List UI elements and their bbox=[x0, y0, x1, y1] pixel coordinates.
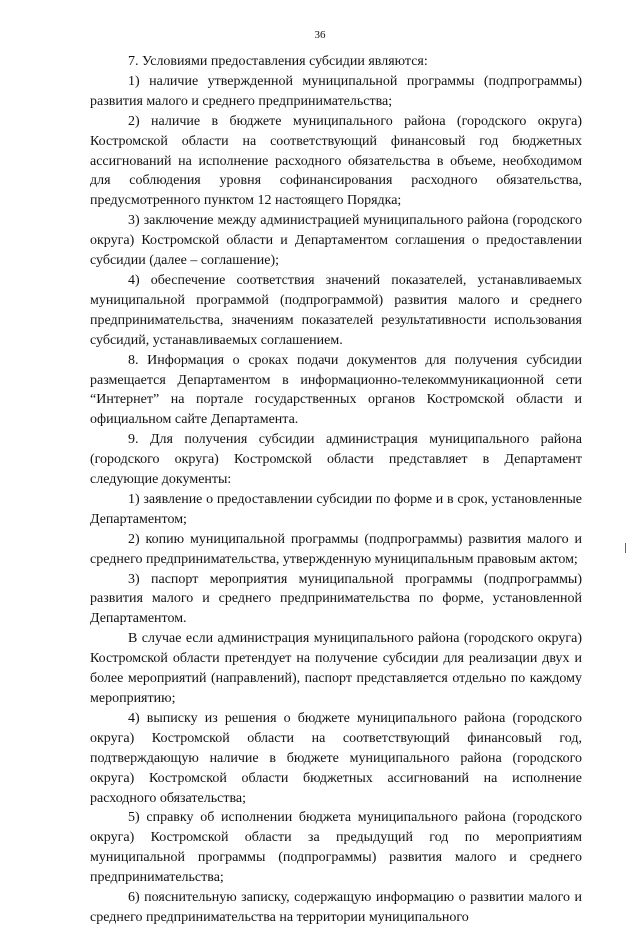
paragraph-7-item-2: 2) наличие в бюджете муниципального района (городского округа) Костромской области на соответствующий финансовый год бюджетных ассигнований на исполнение расходного обязательства в объеме, необходимом для соблюдения уровня софинансирования расходного обязательства, предусмотренного пунктом 12 настоящего Порядка; bbox=[90, 113, 582, 209]
document-body bbox=[90, 52, 582, 928]
paragraph-8: 8. Информация о сроках подачи документов для получения субсидии размещается Департаментом в информационно-телекоммуникационной сети “Интернет” на портале государственных органов Костромской области и официальном сайте Департамента. bbox=[90, 352, 582, 428]
margin-mark bbox=[625, 543, 626, 553]
paragraph-9-header: 9. Для получения субсидии администрация муниципального района (городского округа) Костромской области представляет в Департамент следующие документы: bbox=[90, 432, 582, 488]
paragraph-9-note: В случае если администрация муниципального района (городского округа) Костромской области претендует на получение субсидии для реализации двух и более мероприятий (направлений), паспорт представляется отдельно по каждому мероприятию; bbox=[90, 631, 582, 706]
paragraph-7-item-3: 3) заключение между администрацией муниципального района (городского округа) Костромской области и Департаментом соглашения о предоставлении субсидии (далее – соглашение); bbox=[90, 213, 582, 269]
paragraph-7-header: 7. Условиями предоставления субсидии являются: bbox=[128, 54, 428, 69]
paragraph-7-item-4: 4) обеспечение соответствия значений показателей, устанавливаемых муниципальной программой (подпрограммой) развития малого и среднего предпринимательства, значениям показателей результативности использования субсидий, устанавливаемых соглашением. bbox=[90, 272, 582, 348]
paragraph-9-item-3: 3) паспорт мероприятия муниципальной программы (подпрограммы) развития малого и среднего предпринимательства по форме, установленной Департаментом. bbox=[90, 571, 582, 627]
paragraph-7-item-1: 1) наличие утвержденной муниципальной программы (подпрограммы) развития малого и среднего предпринимательства; bbox=[90, 73, 582, 109]
paragraph-9-item-5: 5) справку об исполнении бюджета муниципального района (городского округа) Костромской области за предыдущий год по мероприятиям муниципальной программы (подпрограммы) развития малого и среднего предпринимательства; bbox=[90, 810, 582, 886]
paragraph-9-item-1: 1) заявление о предоставлении субсидии по форме и в срок, установленные Департаментом; bbox=[90, 491, 582, 527]
paragraph-9-item-4: 4) выписку из решения о бюджете муниципального района (городского округа) Костромской области на соответствующий финансовый год, подтверждающую наличие в бюджете муниципального района (городского округа) Костромской области бюджетных ассигнований на исполнение расходного обязательства; bbox=[90, 710, 582, 806]
page-number: 36 bbox=[314, 29, 326, 41]
paragraph-9-item-2: 2) копию муниципальной программы (подпрограммы) развития малого и среднего предпринимательства, утвержденную муниципальным правовым актом; bbox=[90, 531, 582, 567]
paragraph-9-item-6: 6) пояснительную записку, содержащую информацию о развитии малого и среднего предпринимательства на территории муниципального bbox=[90, 890, 582, 925]
